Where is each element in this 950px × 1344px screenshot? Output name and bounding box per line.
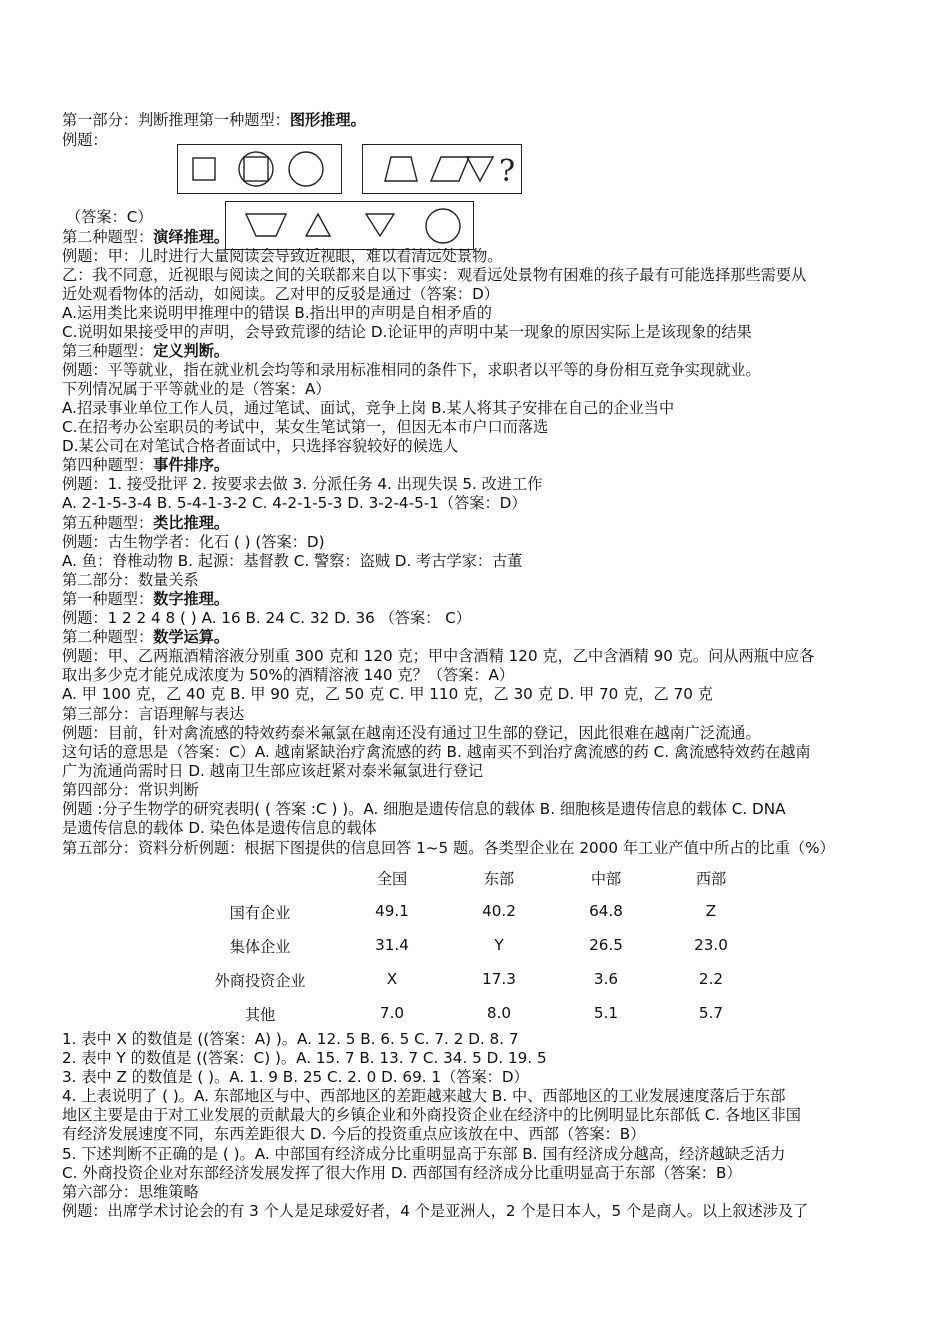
figure-circle xyxy=(289,152,323,186)
question-2: 2. 表中 Y 的数值是 ((答案：C) )。A. 15. 7 B. 13. 7 C. 34. 5 D. 19. 5 xyxy=(62,1049,547,1067)
part6-line-1: 例题：出席学术讨论会的有 3 个人是足球爱好者，4 个是亚洲人，2 个是日本人，5 个是商人。以上叙述涉及了 xyxy=(62,1202,809,1220)
type3-line-2: 下列情况属于平等就业的是（答案：A） xyxy=(62,380,331,398)
part2-type1-heading xyxy=(62,590,229,609)
type5-heading-bold: 类比推理。 xyxy=(153,514,230,532)
part6-heading: 第六部分：思维策略 xyxy=(62,1183,199,1201)
table-header-row xyxy=(190,868,750,888)
type4-line-2: A. 2-1-5-3-4 B. 5-4-1-3-2 C. 4-2-1-5-3 D. 3-2-4-5-1（答案：D） xyxy=(62,494,527,512)
type2-heading-prefix: 第二种题型： xyxy=(62,228,154,246)
figure-inverted-triangle xyxy=(467,157,493,181)
part1-example-label: 例题： xyxy=(62,131,108,149)
table-cell: 26.5 xyxy=(589,936,623,954)
type3-heading-bold: 定义判断。 xyxy=(153,342,230,360)
table-cell: 其他 xyxy=(244,1006,276,1024)
part2-type2-line-3: A. 甲 100 克，乙 40 克 B. 甲 90 克，乙 50 克 C. 甲 110 克，乙 30 克 D. 甲 70 克，乙 70 克 xyxy=(62,685,713,703)
table-cell: 40.2 xyxy=(482,902,516,920)
type2-line-3: 近处观看物体的活动，如阅读。乙对甲的反驳是通过（答案：D） xyxy=(62,285,499,303)
type2-line-2: 乙：我不同意，近视眼与阅读之间的关联都来自以下事实：观看远处景物有困难的孩子最有可能选择那些需要从 xyxy=(62,266,807,284)
type5-line-1: 例题：古生物学者：化石 ( ) (答案：D) xyxy=(62,533,325,551)
table-header-cell: 全国 xyxy=(376,870,408,888)
table-row xyxy=(190,902,750,922)
type3-heading xyxy=(62,342,229,361)
part3-line-3: 广为流通尚需时日 D. 越南卫生部应该赶紧对泰米氟氯进行登记 xyxy=(62,762,484,780)
part2-type2-line-1: 例题：甲、乙两瓶酒精溶液分别重 300 克和 120 克；甲中含酒精 120 克，乙中含酒精 90 克。问从两瓶中应各 xyxy=(62,647,815,665)
table-cell: 31.4 xyxy=(375,936,409,954)
part2-type2-line-2: 取出多少克才能兑成浓度为 50%的酒精溶液 140 克？（答案：A） xyxy=(62,666,515,684)
table-header-cell: 西部 xyxy=(695,870,727,888)
part3-heading: 第三部分：言语理解与表达 xyxy=(62,705,245,723)
type5-heading xyxy=(62,514,229,533)
figure-square-inner xyxy=(244,157,268,181)
figure-question-mark: ? xyxy=(499,154,516,189)
part2-type2-heading xyxy=(62,628,229,647)
table-cell: 64.8 xyxy=(589,902,623,920)
question-1: 1. 表中 X 的数值是 ((答案：A) )。A. 12. 5 B. 6. 5 C. 7. 2 D. 8. 7 xyxy=(62,1030,519,1048)
part2-heading: 第二部分：数量关系 xyxy=(62,571,199,589)
part5-heading: 第五部分：资料分析例题：根据下图提供的信息回答 1~5 题。各类型企业在 2000 年工业产值中所占的比重（%） xyxy=(62,839,835,857)
question-4-line-1: 4. 上表说明了 ( )。A. 东部地区与中、西部地区的差距越来越大 B. 中、西部地区的工业发展速度落后于东部 xyxy=(62,1087,786,1105)
table-cell: 国有企业 xyxy=(229,904,291,922)
table-cell: Y xyxy=(494,936,504,954)
type3-heading-prefix: 第三种题型： xyxy=(62,342,154,360)
part1-heading-bold: 图形推理。 xyxy=(289,111,366,129)
figure-shapes-right xyxy=(363,145,521,193)
table-cell: 23.0 xyxy=(694,936,728,954)
table-cell: 外商投资企业 xyxy=(214,972,306,990)
question-5-line-2: C. 外商投资企业对东部经济发展发挥了很大作用 D. 西部国有经济成分比重明显高于东部（答案：B） xyxy=(62,1164,742,1182)
part2-type2-heading-prefix: 第二种题型： xyxy=(62,628,154,646)
type3-line-1: 例题：平等就业，指在就业机会均等和录用标准相同的条件下，求职者以平等的身份相互竞争实现就业。 xyxy=(62,361,761,379)
type3-line-5: D.某公司在对笔试合格者面试中，只选择容貌较好的候选人 xyxy=(62,437,459,455)
question-4-line-2: 地区主要是由于对工业发展的贡献最大的乡镇企业和外商投资企业在经济中的比例明显比东部低 C. 各地区非国 xyxy=(62,1106,801,1124)
type4-heading-bold: 事件排序。 xyxy=(153,456,230,474)
part1-heading xyxy=(62,111,366,130)
figure-parallelogram xyxy=(431,157,469,181)
table-cell: 7.0 xyxy=(379,1004,405,1022)
table-cell: 2.2 xyxy=(698,970,724,988)
type3-line-3: A.招录事业单位工作人员，通过笔试、面试，竞争上岗 B.某人将其子安排在自己的企业当中 xyxy=(62,399,675,417)
table-cell: 17.3 xyxy=(482,970,516,988)
part1-heading-prefix: 第一部分：判断推理第一种题型： xyxy=(62,111,290,129)
table-cell: 5.1 xyxy=(593,1004,619,1022)
figure-option-inverted-trapezoid xyxy=(246,214,286,236)
table-header-cell: 中部 xyxy=(590,870,622,888)
table-cell: 5.7 xyxy=(698,1004,724,1022)
question-4-line-3: 有经济发展速度不同，东西差距很大 D. 今后的投资重点应该放在中、西部（答案：B） xyxy=(62,1125,646,1143)
part2-type1-line-1: 例题：1 2 2 4 8 ( ) A. 16 B. 24 C. 32 D. 36 （答案： C） xyxy=(62,609,471,627)
figure-trapezoid xyxy=(385,157,417,181)
figure-square xyxy=(193,158,215,180)
type4-heading-prefix: 第四种题型： xyxy=(62,456,154,474)
type5-heading-prefix: 第五种题型： xyxy=(62,514,154,532)
table-header-cell: 东部 xyxy=(483,870,515,888)
table-row xyxy=(190,970,750,990)
table-cell: 49.1 xyxy=(375,902,409,920)
figure-box-question-right xyxy=(362,144,522,194)
part2-type2-heading-bold: 数学运算。 xyxy=(153,628,230,646)
table-cell: 集体企业 xyxy=(229,938,291,956)
part4-heading: 第四部分：常识判断 xyxy=(62,781,199,799)
part2-type1-heading-bold: 数字推理。 xyxy=(153,590,230,608)
table-row xyxy=(190,936,750,956)
question-5-line-1: 5. 下述判断不正确的是 ( )。A. 中部国有经济成分比重明显高于东部 B. 国有经济成分越高，经济越缺乏活力 xyxy=(62,1145,786,1163)
type2-line-5: C.说明如果接受甲的声明，会导致荒谬的结论 D.论证甲的声明中某一现象的原因实际上是该现象的结果 xyxy=(62,323,752,341)
type2-heading-bold: 演绎推理。 xyxy=(153,228,230,246)
type4-line-1: 例题：1. 接受批评 2. 按要求去做 3. 分派任务 4. 出现失误 5. 改进工作 xyxy=(62,475,543,493)
part4-line-2: 是遗传信息的载体 D. 染色体是遗传信息的载体 xyxy=(62,819,377,837)
part2-type1-heading-prefix: 第一种题型： xyxy=(62,590,154,608)
figure-box-options xyxy=(225,201,474,250)
type4-heading xyxy=(62,456,229,475)
type5-line-2: A. 鱼：脊椎动物 B. 起源：基督教 C. 警察：盗贼 D. 考古学家：古董 xyxy=(62,552,523,570)
figure-option-inverted-triangle xyxy=(366,214,394,236)
table-cell: Z xyxy=(705,902,717,920)
question-3: 3. 表中 Z 的数值是 ( )。A. 1. 9 B. 25 C. 2. 0 D. 69. 1（答案：D） xyxy=(62,1068,529,1086)
table-cell: 3.6 xyxy=(593,970,619,988)
type2-heading xyxy=(62,228,229,247)
table-cell: X xyxy=(386,970,398,988)
figure-shapes-options xyxy=(226,202,473,249)
part3-line-2: 这句话的意思是（答案：C）A. 越南紧缺治疗禽流感的药 B. 越南买不到治疗禽流感的药 C. 禽流感特效药在越南 xyxy=(62,743,811,761)
type3-line-4: C.在招考办公室职员的考试中，某女生笔试第一，但因无本市户口而落选 xyxy=(62,418,549,436)
type2-line-1: 例题：甲：儿时进行大量阅读会导致近视眼，难以看清远处景物。 xyxy=(62,247,503,265)
part3-line-1: 例题：目前，针对禽流感的特效药泰米氟氯在越南还没有通过卫生部的登记，因此很难在越南广泛流通。 xyxy=(62,724,761,742)
figure-shapes-left xyxy=(178,145,341,193)
figure-option-triangle xyxy=(306,214,330,236)
table-row xyxy=(190,1004,750,1024)
part1-answer: （答案：C） xyxy=(66,208,153,226)
part4-line-1: 例题 :分子生物学的研究表明( ( 答案 :C ) )。A. 细胞是遗传信息的载体 B. 细胞核是遗传信息的载体 C. DNA xyxy=(62,800,786,818)
type2-line-4: A.运用类比来说明甲推理中的错误 B.指出甲的声明是自相矛盾的 xyxy=(62,304,492,322)
figure-option-circle xyxy=(426,209,460,243)
table-cell: 8.0 xyxy=(486,1004,512,1022)
figure-box-question-left xyxy=(177,144,342,194)
